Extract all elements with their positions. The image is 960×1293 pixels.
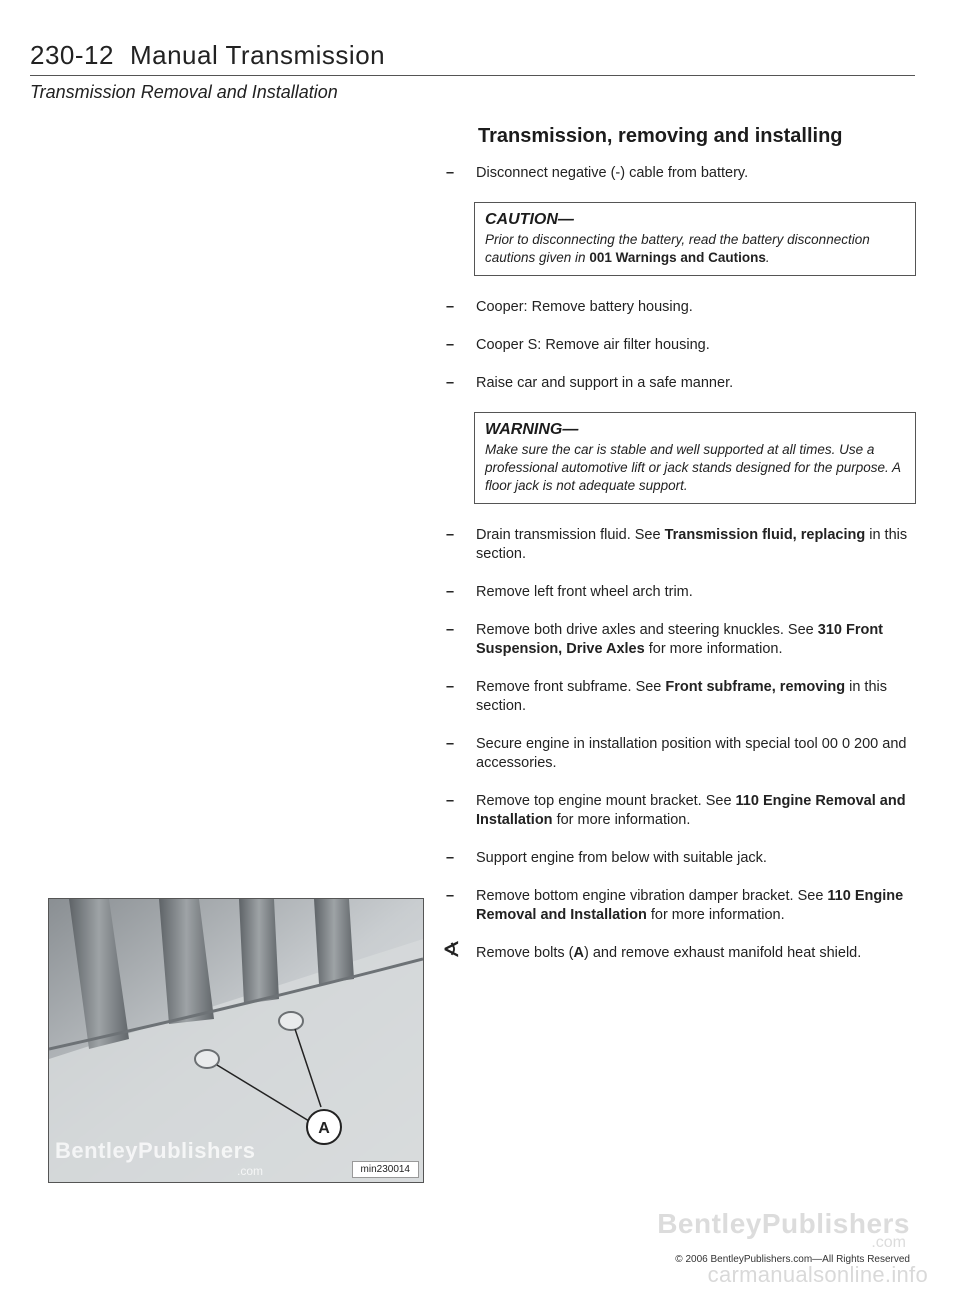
procedure-step <box>446 526 916 564</box>
cross-reference: 110 Engine Removal and Installation <box>476 793 906 828</box>
procedure-step <box>446 735 916 773</box>
step-text: Remove top engine mount bracket. See 110 Engine Removal and Installation for more information. <box>476 793 906 828</box>
step-text: Support engine from below with suitable jack. <box>476 850 767 866</box>
figure-code: min230014 <box>352 1161 419 1178</box>
bolt-1 <box>195 1050 219 1068</box>
figure-watermark: BentleyPublishers <box>55 1138 256 1163</box>
cross-reference: Front subframe, removing <box>665 679 846 695</box>
step-text: Cooper: Remove battery housing. <box>476 299 693 315</box>
procedure-step <box>446 336 916 355</box>
step-dash-icon: – <box>446 584 455 600</box>
procedure-step <box>446 583 916 602</box>
procedure-step <box>446 164 916 183</box>
procedure-step <box>446 621 916 659</box>
warning-box <box>474 412 916 504</box>
footer-copyright: © 2006 BentleyPublishers.com—All Rights Reserved <box>675 1254 910 1265</box>
step-dash-icon: – <box>446 736 455 752</box>
callout-label: A <box>318 1120 330 1137</box>
procedure-step <box>446 849 916 868</box>
step-dash-icon: – <box>446 527 455 543</box>
bolt-2 <box>279 1012 303 1030</box>
step-text: Raise car and support in a safe manner. <box>476 375 734 391</box>
step-text: Secure engine in installation position with special tool 00 0 200 and accessories. <box>476 736 907 771</box>
procedure-step <box>446 678 916 716</box>
procedure-step <box>446 298 916 317</box>
step-dash-icon: – <box>446 165 455 181</box>
exhaust-pipe-3 <box>239 899 279 1004</box>
step-dash-icon: – <box>446 679 455 695</box>
caution-box <box>474 202 916 276</box>
step-dash-icon: – <box>446 337 455 353</box>
warning-text: Make sure the car is stable and well supported at all times. Use a professional automotive lift or jack stands designed for the purpose. A floor jack is not adequate support. <box>485 442 901 493</box>
step-dash-icon: – <box>446 622 455 638</box>
caution-reference: 001 Warnings and Cautions <box>589 250 766 265</box>
footer-site-watermark: carmanualsonline.info <box>707 1262 928 1287</box>
step-text: Disconnect negative (-) cable from battery. <box>476 165 749 181</box>
cross-reference: 310 Front Suspension, Drive Axles <box>476 622 884 657</box>
section-subtitle: Transmission Removal and Installation <box>30 82 338 102</box>
cross-reference: Transmission fluid, replacing <box>664 527 866 543</box>
step-dash-icon: – <box>446 850 455 866</box>
caution-text: Prior to disconnecting the battery, read the battery disconnection cautions given in 001 Warnings and Cautions. <box>485 232 870 265</box>
procedure-content <box>442 125 916 982</box>
step-text: Remove front subframe. See Front subframe, removing in this section. <box>476 679 887 714</box>
step-dash-icon: – <box>446 793 455 809</box>
footer-brand <box>657 1208 910 1265</box>
figure-watermark-sub: .com <box>237 1164 264 1178</box>
step-text: Cooper S: Remove air filter housing. <box>476 337 710 353</box>
step-text: Remove both drive axles and steering knuckles. See 310 Front Suspension, Drive Axles for more information. <box>476 622 884 657</box>
step-text: Remove left front wheel arch trim. <box>476 584 693 600</box>
procedure-step <box>446 792 916 830</box>
heat-shield-photo <box>48 898 424 1183</box>
page-header <box>30 40 915 103</box>
footer-brand-name: BentleyPublishers <box>657 1208 910 1239</box>
step-dash-icon: – <box>446 375 455 391</box>
header-divider <box>30 75 915 76</box>
procedure-title: Transmission, removing and installing <box>478 125 843 147</box>
page-number: 230-12 <box>30 40 114 70</box>
exhaust-pipe-4 <box>314 899 354 984</box>
footer-brand-com: .com <box>871 1234 906 1251</box>
warning-title: WARNING— <box>485 421 579 438</box>
step-dash-icon: – <box>446 888 455 904</box>
procedure-step <box>446 374 916 393</box>
procedure-step-figure <box>442 937 916 963</box>
callout-reference: A <box>573 945 584 961</box>
procedure-step <box>446 887 916 925</box>
step-text: Remove bolts (A) and remove exhaust manifold heat shield. <box>476 945 862 961</box>
chapter-title: Manual Transmission <box>129 40 386 70</box>
step-text: Remove bottom engine vibration damper bracket. See 110 Engine Removal and Installation for more information. <box>476 888 904 923</box>
step-dash-icon: – <box>446 299 455 315</box>
cross-reference: 110 Engine Removal and Installation <box>476 888 904 923</box>
figure-pointer-icon: ∢ <box>442 937 461 962</box>
page-heading <box>30 40 915 71</box>
caution-title: CAUTION— <box>485 211 574 228</box>
step-text: Drain transmission fluid. See Transmission fluid, replacing in this section. <box>476 527 908 562</box>
